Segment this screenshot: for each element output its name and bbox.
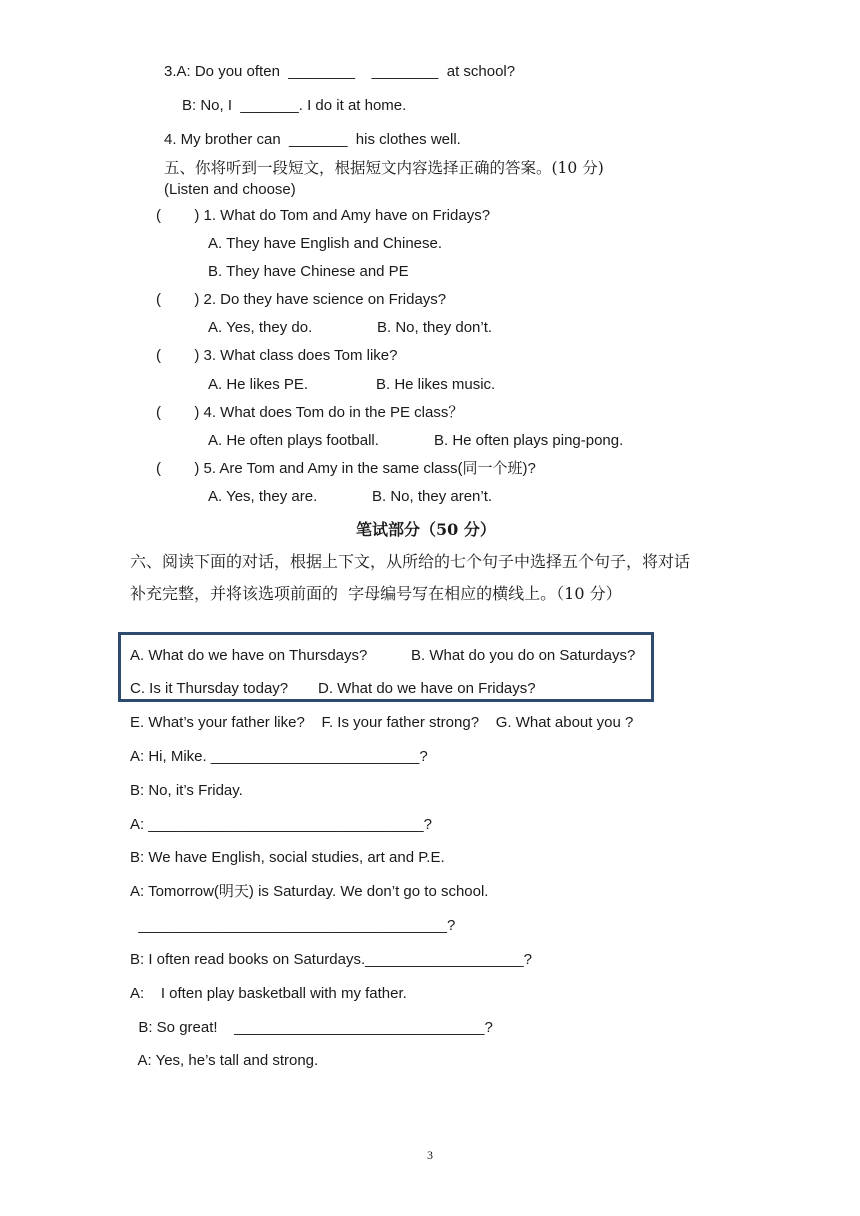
listen-question-1: ( ) 1. What do Tom and Amy have on Fridays? bbox=[156, 207, 491, 224]
listen-option-4b: B. He often plays ping-pong. bbox=[434, 432, 624, 449]
listen-question-2: ( ) 2. Do they have science on Fridays? bbox=[156, 291, 447, 308]
question-3b: B: No, I _______. I do it at home. bbox=[182, 97, 407, 114]
listen-option-2a: A. Yes, they do. bbox=[208, 319, 313, 336]
listen-option-3b: B. He likes music. bbox=[376, 376, 496, 393]
question-3a: 3.A: Do you often ________ ________ at school? bbox=[164, 63, 516, 80]
option-c: C. Is it Thursday today? bbox=[130, 680, 289, 697]
dialogue-line-6: _____________________________________? bbox=[130, 917, 456, 934]
listen-option-1b: B. They have Chinese and PE bbox=[208, 263, 409, 280]
dialogue-line-4: B: We have English, social studies, art and P.E. bbox=[130, 849, 445, 866]
listen-option-5a: A. Yes, they are. bbox=[208, 488, 318, 505]
listen-option-2b: B. No, they don’t. bbox=[377, 319, 493, 336]
dialogue-line-5: A: Tomorrow(明天) is Saturday. We don’t go to school. bbox=[130, 883, 489, 900]
part6-heading-line1: 六、阅读下面的对话，根据上下文，从所给的七个句子中选择五个句子，将对话 bbox=[130, 552, 691, 571]
listen-option-5b: B. No, they aren’t. bbox=[372, 488, 493, 505]
dialogue-line-10: A: Yes, he’s tall and strong. bbox=[130, 1052, 319, 1069]
dialogue-line-2: B: No, it’s Friday. bbox=[130, 782, 243, 799]
dialogue-line-8: A: I often play basketball with my father. bbox=[130, 985, 407, 1002]
dialogue-line-1: A: Hi, Mike. _________________________? bbox=[130, 748, 428, 765]
part5-subheading: (Listen and choose) bbox=[164, 181, 296, 198]
listen-option-3a: A. He likes PE. bbox=[208, 376, 309, 393]
options-efg: E. What’s your father like? F. Is your father strong? G. What about you ? bbox=[130, 714, 634, 731]
option-a: A. What do we have on Thursdays? bbox=[130, 647, 368, 664]
option-b: B. What do you do on Saturdays? bbox=[411, 647, 636, 664]
part5-heading: 五、你将听到一段短文，根据短文内容选择正确的答案。(10 分) bbox=[164, 159, 604, 177]
dialogue-line-9: B: So great! ______________________________? bbox=[130, 1019, 493, 1036]
listen-option-1a: A. They have English and Chinese. bbox=[208, 235, 443, 252]
listen-option-4a: A. He often plays football. bbox=[208, 432, 379, 449]
listen-question-3: ( ) 3. What class does Tom like? bbox=[156, 347, 398, 364]
dialogue-line-7: B: I often read books on Saturdays.___________________? bbox=[130, 951, 532, 968]
option-d: D. What do we have on Fridays? bbox=[318, 680, 536, 697]
dialogue-line-3: A: _________________________________? bbox=[130, 816, 432, 833]
listen-question-4: ( ) 4. What does Tom do in the PE class？ bbox=[156, 404, 464, 421]
page-number: 3 bbox=[427, 1148, 433, 1162]
part6-heading-line2: 补充完整，并将该选项前面的 字母编号写在相应的横线上。（10 分） bbox=[130, 584, 622, 603]
listen-question-5: ( ) 5. Are Tom and Amy in the same class(同一个班)? bbox=[156, 460, 536, 477]
question-4: 4. My brother can _______ his clothes well. bbox=[164, 131, 461, 148]
written-section-title: 笔试部分（50 分） bbox=[356, 520, 496, 539]
